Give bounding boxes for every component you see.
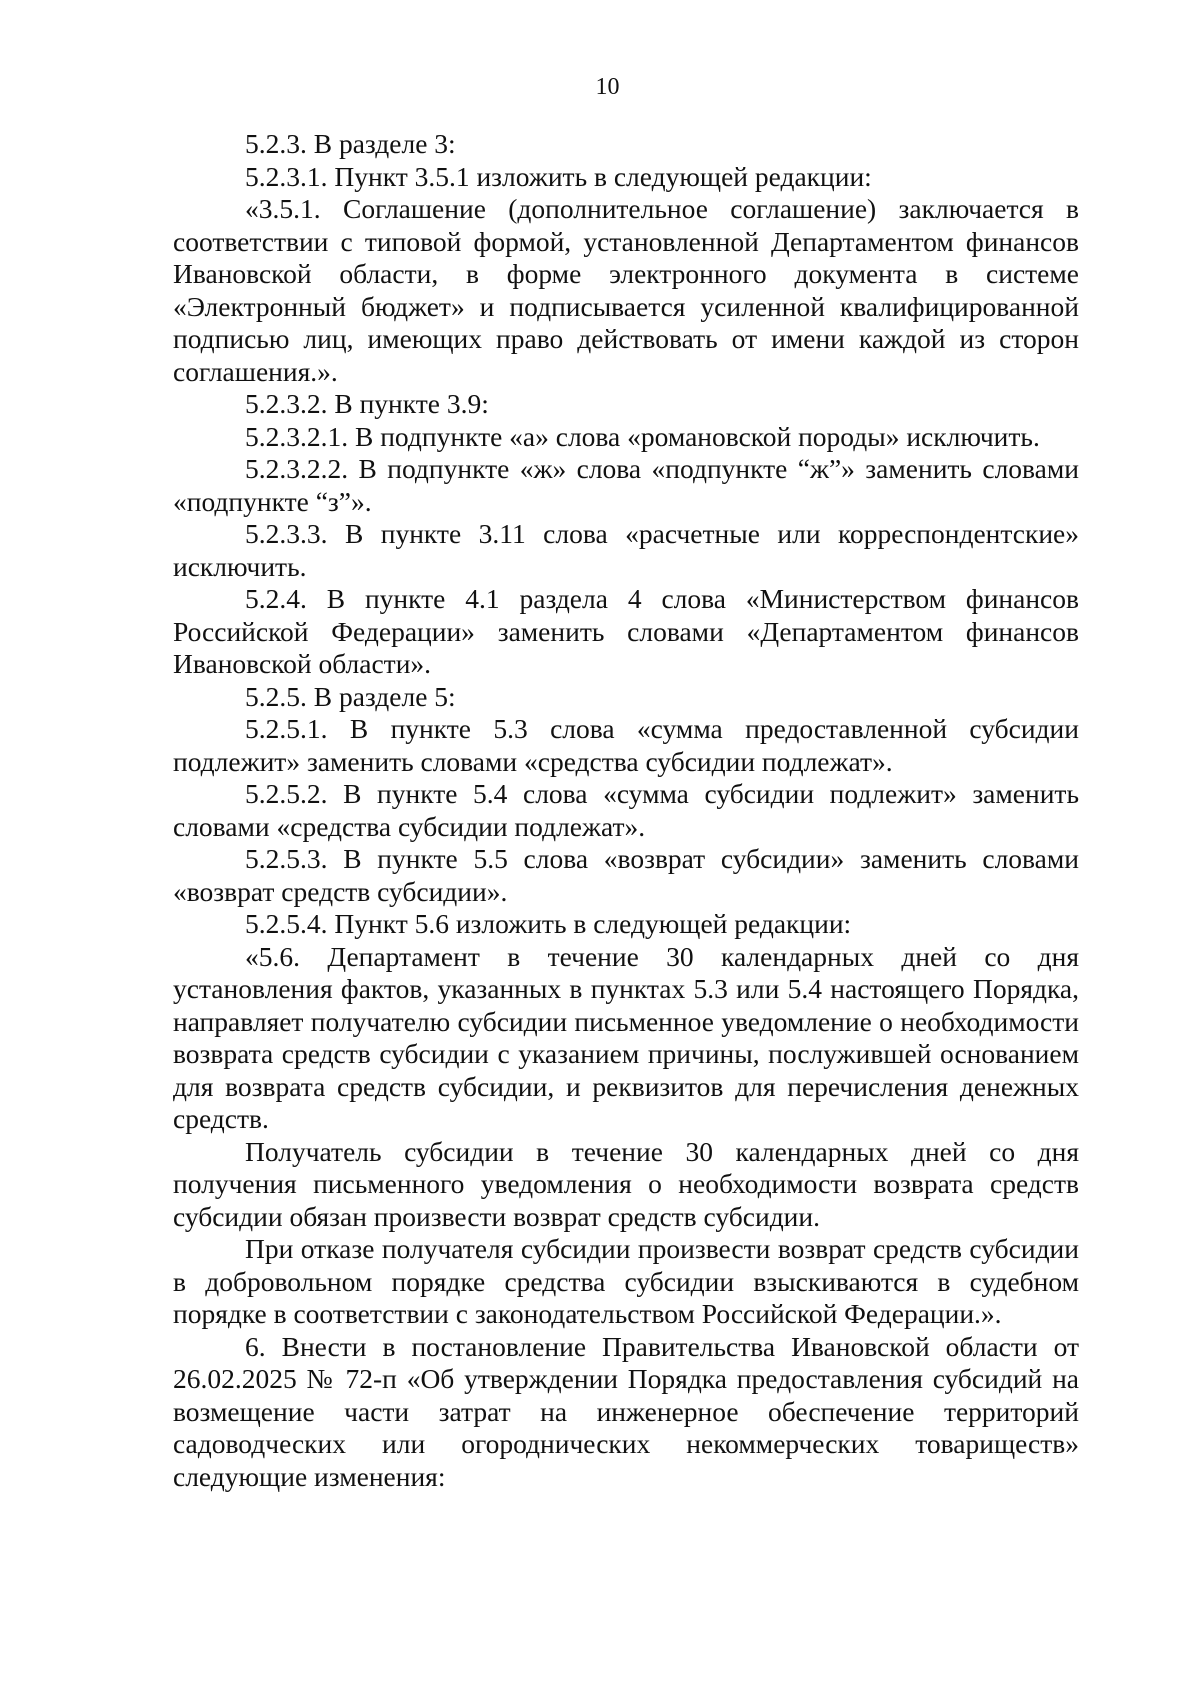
document-body [173, 128, 1079, 1493]
paragraph-6: 6. Внести в постановление Правительства Ивановской области от 26.02.2025 № 72-п «Об утверждении Порядка предоставления субсидий на возмещение части затрат на инженерное обеспечение территорий садоводческих или огороднических некоммерческих товариществ» следующие изменения: [173, 1330, 1079, 1492]
paragraph-5-2-3-2-2: 5.2.3.2.2. В подпункте «ж» слова «подпункте “ж”» заменить словами «подпункте “з”». [173, 453, 1079, 517]
paragraph-5-2-3-2: 5.2.3.2. В пункте 3.9: [245, 388, 489, 419]
paragraph-recipient-obligation: Получатель субсидии в течение 30 календарных дней со дня получения письменного уведомления о необходимости возврата средств субсидии обязан произвести возврат средств субсидии. [173, 1135, 1079, 1232]
paragraph-refusal-enforcement: При отказе получателя субсидии произвести возврат средств субсидии в добровольном порядке средства субсидии взыскиваются в судебном порядке в соответствии с законодательством Российской Федерации.». [173, 1233, 1079, 1329]
paragraph-5-2-5-2: 5.2.5.2. В пункте 5.4 слова «сумма субсидии подлежит» заменить словами «средства субсидии подлежат». [173, 778, 1079, 842]
paragraph-5-2-3-2-1: 5.2.3.2.1. В подпункте «а» слова «романовской породы» исключить. [245, 420, 1040, 452]
paragraph-5-2-5-3: 5.2.5.3. В пункте 5.5 слова «возврат субсидии» заменить словами «возврат средств субсидии». [173, 843, 1079, 907]
paragraph-5-6-text: «5.6. Департамент в течение 30 календарных дней со дня установления фактов, указанных в пунктах 5.3 или 5.4 настоящего Порядка, направляет получателю субсидии письменное уведомление о необходимости возврата средств субсидии с указанием причины, послужившей основанием для возврата средств субсидии, и реквизитов для перечисления денежных средств. [173, 940, 1079, 1134]
paragraph-3-5-1-text: «3.5.1. Соглашение (дополнительное соглашение) заключается в соответствии с типовой формой, установленной Департаментом финансов Ивановской области, в форме электронного документа в системе «Электронный бюджет» и подписывается усиленной квалифицированной подписью лиц, имеющих право действовать от имени каждой из сторон соглашения.». [173, 193, 1079, 387]
paragraph-5-2-3-3: 5.2.3.3. В пункте 3.11 слова «расчетные или корреспондентские» исключить. [173, 518, 1079, 582]
page-number: 10 [595, 74, 620, 100]
paragraph-5-2-5-1: 5.2.5.1. В пункте 5.3 слова «сумма предоставленной субсидии подлежит» заменить словами «средства субсидии подлежат». [173, 713, 1079, 777]
paragraph-5-2-3: 5.2.3. В разделе 3: [245, 128, 456, 159]
paragraph-5-2-5-4: 5.2.5.4. Пункт 5.6 изложить в следующей редакции: [245, 908, 852, 939]
paragraph-5-2-4: 5.2.4. В пункте 4.1 раздела 4 слова «Министерством финансов Российской Федерации» заменить словами «Департаментом финансов Ивановской области». [173, 583, 1079, 679]
paragraph-5-2-3-1: 5.2.3.1. Пункт 3.5.1 изложить в следующей редакции: [245, 160, 872, 192]
paragraph-5-2-5: 5.2.5. В разделе 5: [245, 680, 456, 712]
